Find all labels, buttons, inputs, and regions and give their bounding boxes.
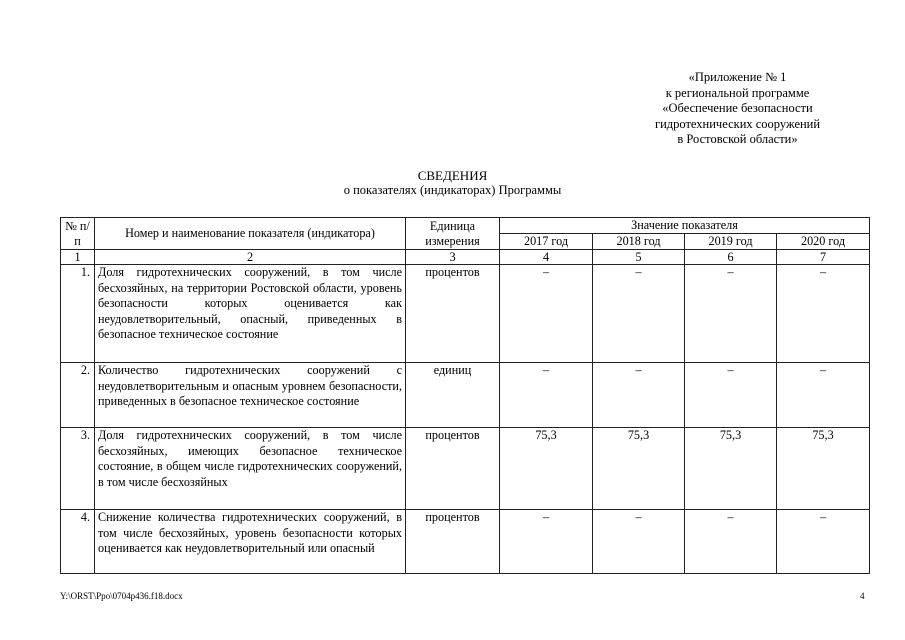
header-value-group: Значение показателя: [500, 218, 870, 234]
row-unit: процентов: [406, 510, 500, 574]
column-number: 7: [777, 250, 870, 265]
header-name: Номер и наименование показателя (индикатора): [95, 218, 406, 250]
row-num: 2.: [61, 363, 95, 428]
row-value: –: [777, 510, 870, 574]
header-year: 2017 год: [500, 234, 593, 250]
row-name: Количество гидротехнических сооружений с неудовлетворительным и опасным уровнем безопасности, приведенных в безопасное техническое состояние: [95, 363, 406, 428]
header-year: 2019 год: [685, 234, 777, 250]
row-unit: единиц: [406, 363, 500, 428]
row-value: 75,3: [593, 428, 685, 510]
row-value: 75,3: [777, 428, 870, 510]
header-num: № п/п: [61, 218, 95, 250]
row-unit: процентов: [406, 428, 500, 510]
table-row: [61, 363, 870, 428]
appendix-header: [600, 70, 875, 148]
header-year: 2020 год: [777, 234, 870, 250]
table-header-row: [61, 218, 870, 234]
row-num: 4.: [61, 510, 95, 574]
row-value: –: [777, 363, 870, 428]
row-value: –: [500, 510, 593, 574]
row-num: 1.: [61, 265, 95, 363]
column-number: 4: [500, 250, 593, 265]
document-heading: [0, 168, 905, 198]
column-number: 1: [61, 250, 95, 265]
row-value: –: [685, 363, 777, 428]
document-title: СВЕДЕНИЯ: [417, 168, 488, 183]
appendix-line: «Приложение № 1: [688, 70, 787, 84]
document-subtitle: о показателях (индикаторах) Программы: [343, 183, 562, 197]
row-num: 3.: [61, 428, 95, 510]
row-unit: процентов: [406, 265, 500, 363]
row-value: 75,3: [685, 428, 777, 510]
header-year: 2018 год: [593, 234, 685, 250]
row-name: Доля гидротехнических сооружений, в том числе бесхозяйных, на территории Ростовской области, уровень безопасности которых оценивается как неудовлетворительный, опасный, приведенных в безопасное техническое состояние: [95, 265, 406, 363]
appendix-line: «Обеспечение безопасности: [662, 101, 813, 115]
row-value: –: [685, 510, 777, 574]
row-value: –: [500, 265, 593, 363]
row-value: –: [777, 265, 870, 363]
appendix-line: к региональной программе: [665, 85, 810, 100]
table-row: [61, 428, 870, 510]
column-number: 2: [95, 250, 406, 265]
row-value: –: [685, 265, 777, 363]
row-value: 75,3: [500, 428, 593, 510]
row-name: Снижение количества гидротехнических сооружений, в том числе бесхозяйных, уровень безопасности которых оценивается как неудовлетворительный или опасный: [95, 510, 406, 574]
column-number: 5: [593, 250, 685, 265]
footer-page-number: 4: [860, 591, 865, 601]
row-value: –: [500, 363, 593, 428]
table-row: [61, 265, 870, 363]
header-unit: Единица измерения: [406, 218, 500, 250]
footer-file-path: Y:\ORST\Ppo\0704p436.f18.docx: [60, 591, 183, 601]
column-number: 6: [685, 250, 777, 265]
row-name: Доля гидротехнических сооружений, в том числе бесхозяйных, имеющих безопасное техническое состояние, в общем числе гидротехнических сооружений, в том числе бесхозяйных: [95, 428, 406, 510]
appendix-line: в Ростовской области»: [677, 132, 798, 146]
column-number-row: [61, 250, 870, 265]
row-value: –: [593, 363, 685, 428]
row-value: –: [593, 265, 685, 363]
column-number: 3: [406, 250, 500, 265]
row-value: –: [593, 510, 685, 574]
indicators-table: [60, 217, 870, 574]
table-row: [61, 510, 870, 574]
appendix-line: гидротехнических сооружений: [654, 116, 821, 131]
